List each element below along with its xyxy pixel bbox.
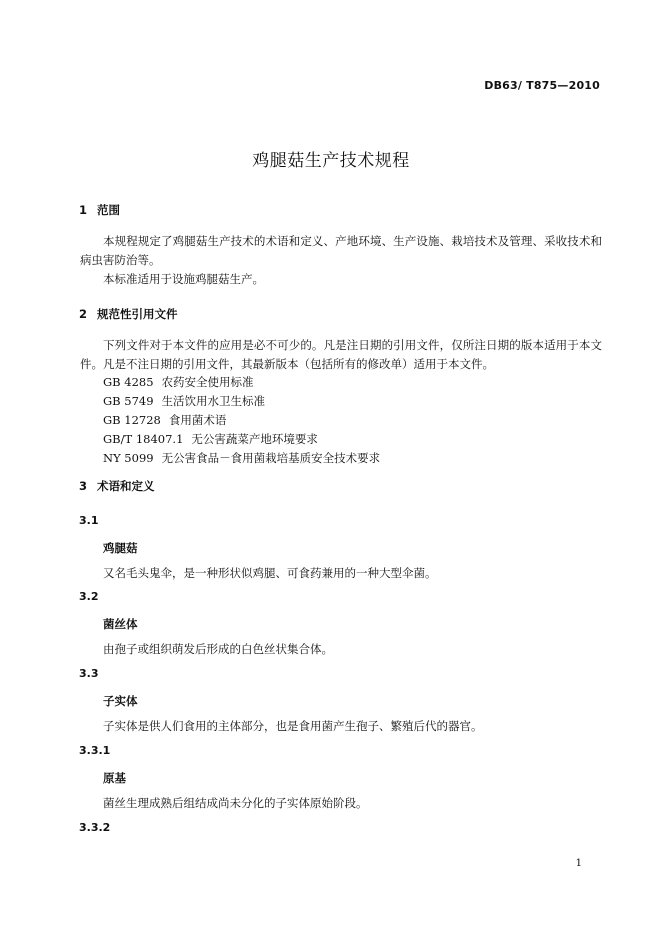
reference-title: 无公害蔬菜产地环境要求 bbox=[191, 432, 318, 446]
section-number: 3 bbox=[79, 479, 88, 493]
reference-item bbox=[103, 393, 265, 409]
section-heading-terms bbox=[79, 478, 155, 494]
standard-code: DB63/ T875—2010 bbox=[484, 79, 600, 92]
document-title: 鸡腿菇生产技术规程 bbox=[252, 151, 410, 171]
term-name: 子实体 bbox=[103, 694, 138, 708]
reference-title: 农药安全使用标准 bbox=[161, 375, 254, 389]
reference-code: GB 4285 bbox=[103, 375, 154, 389]
reference-code: GB/T 18407.1 bbox=[103, 432, 184, 446]
term-number: 3.1 bbox=[79, 514, 99, 527]
term-definition: 由孢子或组织萌发后形成的白色丝状集合体。 bbox=[103, 642, 333, 656]
term-name: 菌丝体 bbox=[103, 617, 138, 631]
term-number: 3.2 bbox=[79, 590, 99, 603]
scope-paragraph: 本规程规定了鸡腿菇生产技术的术语和定义、产地环境、生产设施、栽培技术及管理、采收技术和病虫害防治等。 bbox=[80, 234, 602, 267]
term-definition: 菌丝生理成熟后组结成尚未分化的子实体原始阶段。 bbox=[103, 796, 368, 810]
reference-code: GB 5749 bbox=[103, 394, 154, 408]
references-paragraph: 下列文件对于本文件的应用是必不可少的。凡是注日期的引用文件，仅所注日期的版本适用于本文件。凡是不注日期的引用文件，其最新版本（包括所有的修改单）适用于本文件。 bbox=[80, 338, 602, 371]
term-name: 鸡腿菇 bbox=[103, 541, 138, 555]
section-heading-scope bbox=[79, 202, 120, 218]
reference-code: NY 5099 bbox=[103, 451, 154, 465]
reference-title: 生活饮用水卫生标准 bbox=[161, 394, 266, 408]
term-definition: 又名毛头鬼伞，是一种形状似鸡腿、可食药兼用的一种大型伞菌。 bbox=[103, 566, 437, 580]
reference-title: 食用菌术语 bbox=[168, 413, 227, 427]
reference-item bbox=[103, 450, 380, 466]
section-title: 术语和定义 bbox=[97, 479, 155, 493]
reference-title: 无公害食品－食用菌栽培基质安全技术要求 bbox=[161, 451, 381, 465]
reference-item bbox=[103, 412, 226, 428]
page-number: 1 bbox=[575, 858, 582, 869]
scope-applicability: 本标准适用于设施鸡腿菇生产。 bbox=[103, 272, 264, 286]
section-heading-references bbox=[79, 306, 178, 322]
section-title: 规范性引用文件 bbox=[97, 307, 178, 321]
term-number: 3.3 bbox=[79, 667, 99, 680]
reference-code: GB 12728 bbox=[103, 413, 161, 427]
term-number: 3.3.1 bbox=[79, 744, 111, 757]
section-number: 1 bbox=[79, 203, 88, 217]
term-number: 3.3.2 bbox=[79, 821, 111, 834]
term-definition: 子实体是供人们食用的主体部分，也是食用菌产生孢子、繁殖后代的器官。 bbox=[103, 719, 483, 733]
reference-item bbox=[103, 431, 318, 447]
reference-item bbox=[103, 374, 254, 390]
section-number: 2 bbox=[79, 307, 88, 321]
term-name: 原基 bbox=[103, 771, 126, 785]
section-title: 范围 bbox=[97, 203, 120, 217]
